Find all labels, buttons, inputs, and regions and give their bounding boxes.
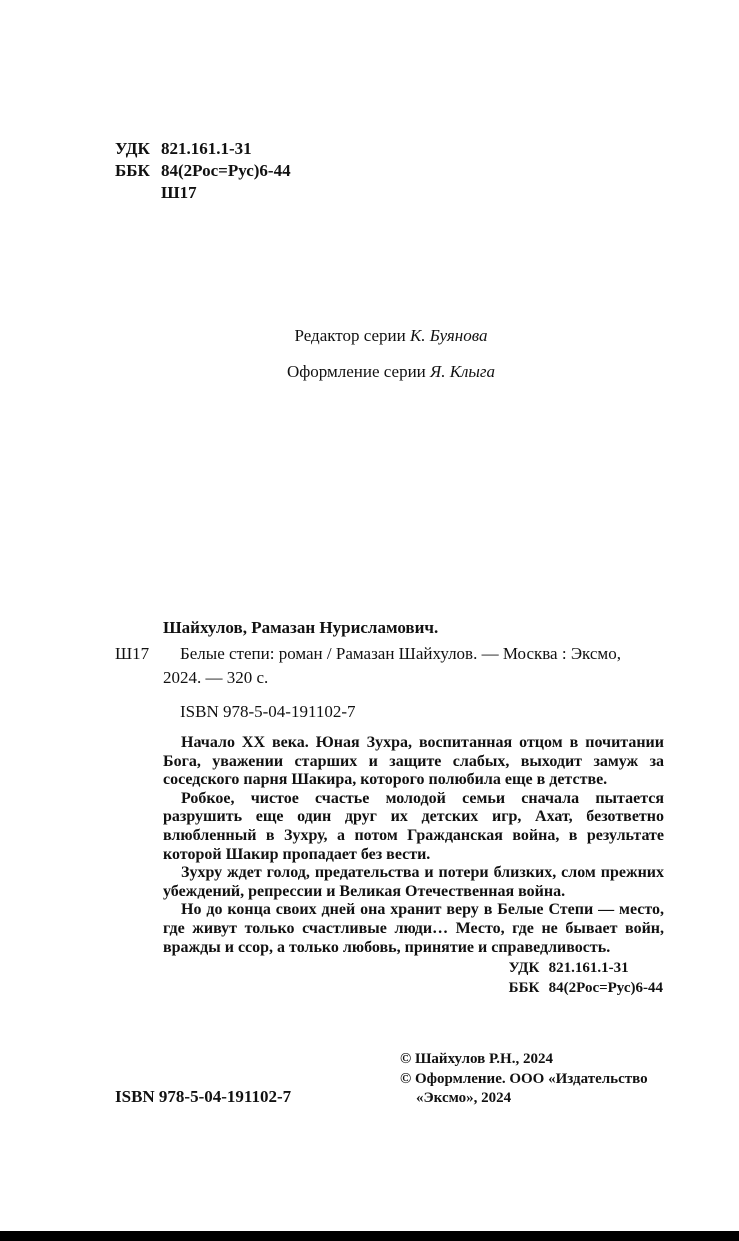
udk-label: УДК (115, 139, 150, 158)
bbk-code-line (115, 160, 291, 182)
udk-label-bottom: УДК (508, 960, 540, 976)
isbn-bottom: ISBN 978-5-04-191102-7 (115, 1087, 292, 1106)
copyright-publisher-line2: «Эксмо», 2024 (416, 1090, 512, 1106)
series-editor-name: К. Буянова (409, 326, 488, 345)
catalog-author-sign: Ш17 (115, 644, 150, 663)
top-classification-codes (115, 138, 291, 204)
author-sign: Ш17 (161, 183, 197, 202)
udk-value: 821.161.1-31 (161, 139, 252, 158)
annotation-paragraph: Но до конца своих дней она хранит веру в Белые Степи — место, где живут только счастливые люди… Место, где не бывает войн, вражды и ссор, а только любовь, принятие и справедливость. (163, 901, 664, 956)
bbk-label-bottom: ББК (508, 979, 540, 996)
udk-value-bottom: 821.161.1-31 (548, 960, 629, 976)
annotation-block (163, 734, 664, 957)
copyright-block (400, 1050, 648, 1109)
series-editor-line (115, 325, 667, 347)
catalog-isbn: ISBN 978-5-04-191102-7 (180, 702, 356, 721)
series-credits (115, 325, 667, 397)
series-editor-label: Редактор серии (294, 326, 406, 345)
copyright-publisher-line: © Оформление. ООО «Издательство (400, 1070, 648, 1087)
udk-code-line (115, 138, 291, 160)
page-bottom-edge (0, 1231, 739, 1241)
annotation-paragraph: Робкое, чистое счастье молодой семьи сначала пытается разрушить еще один друг их детских игр, Ахат, безответно влюбленный в Зухру, а потом Гражданская война, в результате которой Шакир пропадает без вести. (163, 789, 664, 863)
catalog-entry: Белые степи: роман / Рамазан Шайхулов. — Москва : Эксмо, 2024. — 320 с. (163, 644, 621, 687)
udk-code-line-bottom (509, 959, 663, 979)
series-designer-label: Оформление серии (286, 362, 426, 381)
bbk-code-line-bottom (509, 979, 663, 999)
bbk-value-bottom: 84(2Рос=Рус)6-44 (548, 979, 663, 996)
series-designer-name: Я. Клыга (430, 362, 496, 381)
annotation-paragraph: Зухру ждет голод, предательства и потери близких, слом прежних убеждений, репрессии и Великая Отечественная война. (163, 864, 664, 900)
bottom-classification-codes (509, 959, 663, 998)
copyright-author-line: © Шайхулов Р.Н., 2024 (400, 1051, 553, 1067)
series-designer-line (115, 361, 667, 383)
bbk-label: ББК (115, 161, 150, 180)
annotation-paragraph: Начало XX века. Юная Зухра, воспитанная отцом в почитании Бога, уважении старших и защите слабых, выходит замуж за соседского парня Шакира, которого полюбила еще в детстве. (163, 734, 664, 789)
bbk-value: 84(2Рос=Рус)6-44 (161, 161, 291, 180)
catalog-author-heading: Шайхулов, Рамазан Нурисламович. (163, 618, 439, 637)
